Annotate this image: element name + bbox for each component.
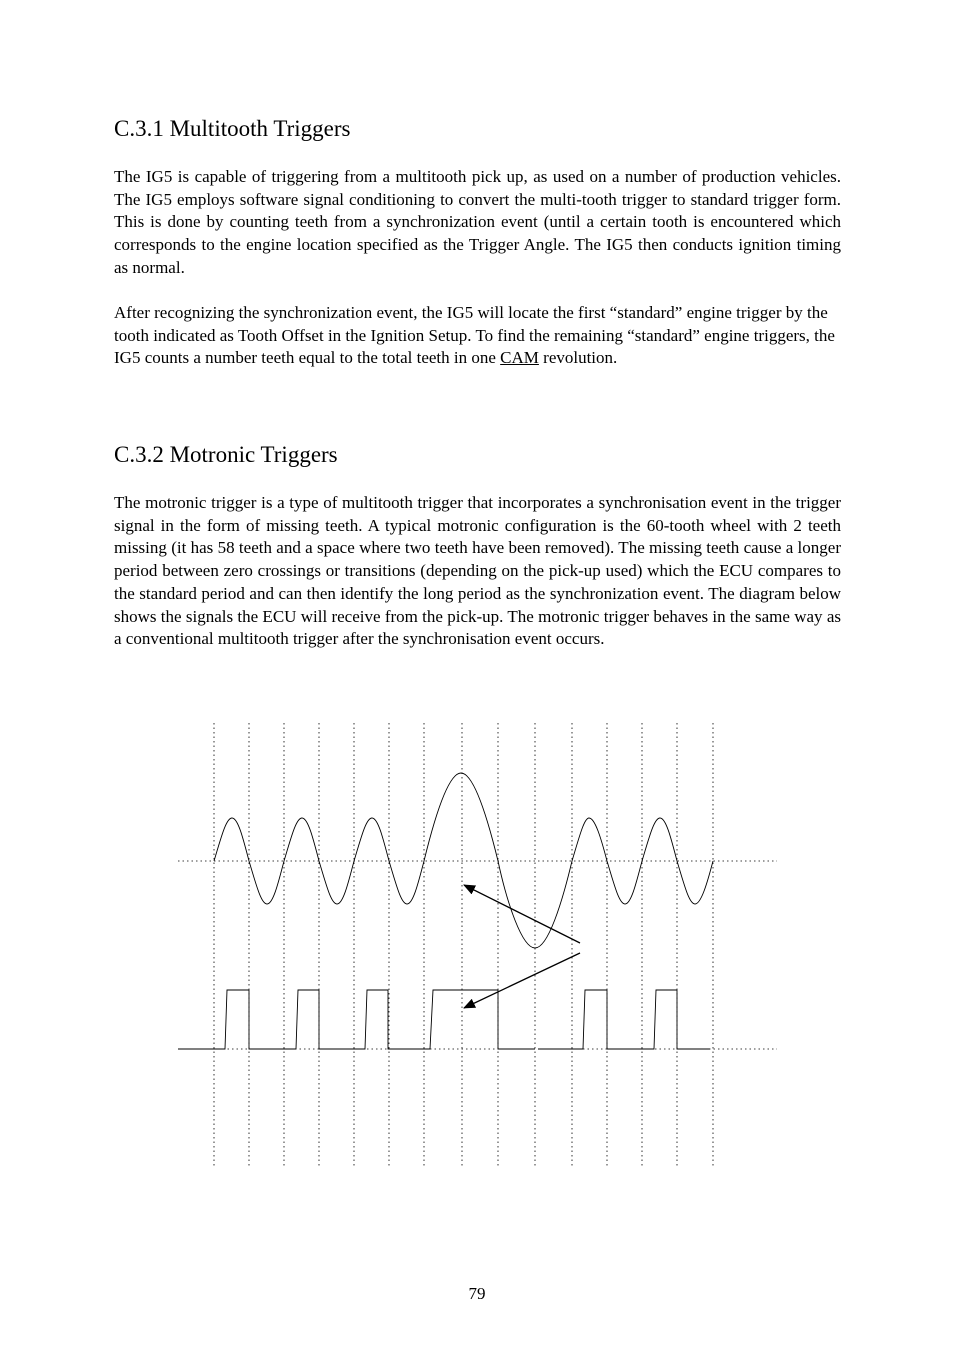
cam-underlined-term: CAM [500, 348, 539, 368]
section-heading-motronic: C.3.2 Motronic Triggers [114, 442, 338, 467]
paragraph-text: After recognizing the synchronization event, the IG5 will locate the first “standard” engine trigger by the tooth indicated as Tooth Offset in the Ignition Setup. To find the remaining “standard” engine triggers, the IG5 counts a number teeth equal to the total teeth in one [114, 303, 835, 368]
section-heading-multitooth: C.3.1 Multitooth Triggers [114, 116, 351, 141]
motronic-trigger-signal-diagram [170, 715, 790, 1175]
paragraph-text: revolution. [538, 348, 618, 368]
arrow-to-long-pulse [464, 953, 580, 1008]
page-number: 79 [468, 1284, 486, 1303]
square-pulse-group [538, 990, 710, 1049]
paragraph-multitooth-sync [114, 302, 841, 370]
paragraph-multitooth-intro: The IG5 is capable of triggering from a multitooth pick up, as used on a number of production vehicles. The IG5 employs software signal conditioning to convert the multi-tooth trigger to standard trigger form. This is done by counting teeth from a synchronization event (until a certain tooth is encountered which corresponds to the engine location specified as the Trigger Angle. The IG5 then conducts ignition timing as normal. [114, 167, 841, 277]
digital-trigger-waveform [178, 990, 710, 1049]
arrow-to-long-sine-period [464, 885, 580, 943]
vertical-reference-lines [214, 723, 713, 1167]
analog-pickup-waveform [214, 773, 713, 948]
paragraph-motronic-description: The motronic trigger is a type of multitooth trigger that incorporates a synchronisation event in the trigger signal in the form of missing teeth. A typical motronic configuration is the 60-tooth wheel with 2 teeth missing (it has 58 teeth and a space where two teeth have been removed). The missing teeth cause a longer period between zero crossings or transitions (depending on the pick-up used) which the ECU compares to the standard period and can then identify the long period as the synchronization event. The diagram below shows the signals the ECU will receive from the pick-up. The motronic trigger behaves in the same way as a conventional multitooth trigger after the synchronisation event occurs. [114, 493, 841, 649]
square-pulse-group [178, 990, 535, 1049]
